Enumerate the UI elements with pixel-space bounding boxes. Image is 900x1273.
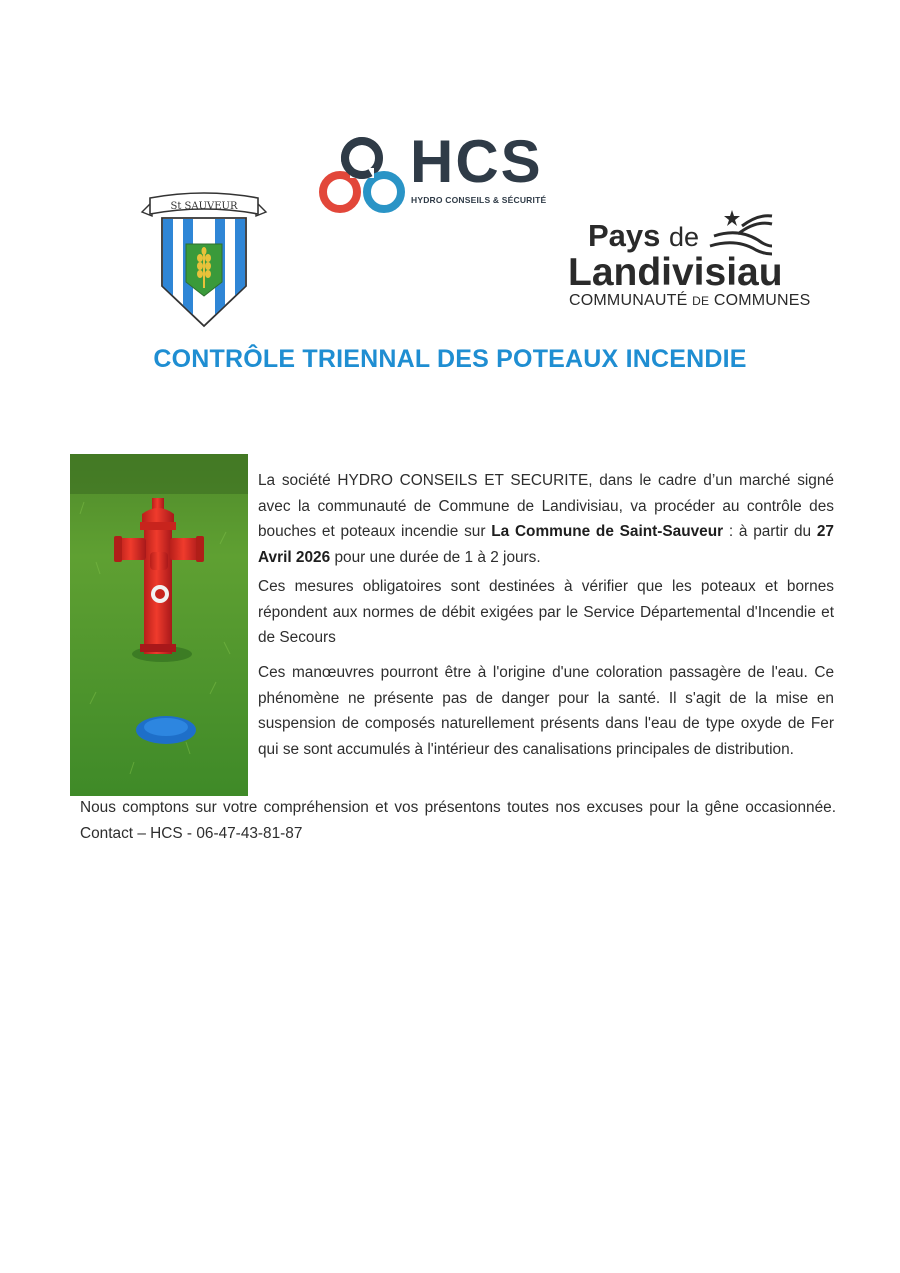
commune-name: La Commune de Saint-Sauveur — [491, 523, 724, 540]
intro-text-c: : à partir du — [723, 523, 817, 540]
fire-hydrant-photo — [70, 454, 248, 796]
pays-de-landivisiau-logo-line2: Landivisiau — [568, 251, 783, 294]
pdl-communes: COMMUNES — [713, 292, 811, 309]
intro-text-e: pour une durée de 1 à 2 jours. — [330, 548, 541, 566]
closing-paragraph: Nous comptons sur votre compréhension et vos présentons toutes nos excuses pour la gêne occasionnée. Contact – HCS - 06-47-43-81-87 — [80, 799, 836, 842]
crest-banner-text: St SAUVEUR — [170, 201, 238, 212]
page-title: CONTRÔLE TRIENNAL DES POTEAUX INCENDIE — [153, 345, 747, 373]
pdl-de-small: DE — [692, 294, 710, 308]
pdl-communaute: COMMUNAUTÉ — [569, 292, 688, 309]
saint-sauveur-crest-logo — [138, 182, 270, 330]
measures-paragraph: Ces mesures obligatoires sont destinées à vérifier que les poteaux et bornes répondent aux normes de débit exigées par le Service Départemental d'Incendie et de Secours — [258, 578, 834, 646]
pays-de-landivisiau-logo-line1 — [588, 218, 699, 255]
intro-paragraph — [258, 468, 834, 570]
pdl-de: de — [669, 222, 700, 252]
hcs-logo-mark — [314, 132, 410, 218]
intro-text-a: La société HYDRO CONSEILS ET SECURITE, dans le cadre d’un marché signé avec la communauté de Commune de Landivisiau, va procéder au contrôle des bouches et poteaux incendie sur — [258, 472, 834, 540]
coloration-paragraph: Ces manœuvres pourront être à l'origine d'une coloration passagère de l'eau. Ce phénomène ne présente pas de danger pour la santé. Il s'agit de la mise en suspension de composés naturellement présents dans l'eau de type oxyde de Fer qui se sont accumulés à l'intérieur des canalisations principales de distribution. — [258, 664, 834, 758]
hcs-subtitle: HYDRO CONSEILS & SÉCURITÉ — [411, 195, 547, 205]
hcs-wordmark: HCS — [410, 128, 543, 195]
pays-de-landivisiau-logo-line3 — [569, 292, 811, 310]
start-date: 27 Avril 2026 — [258, 523, 834, 566]
pdl-pays: Pays — [588, 218, 661, 253]
